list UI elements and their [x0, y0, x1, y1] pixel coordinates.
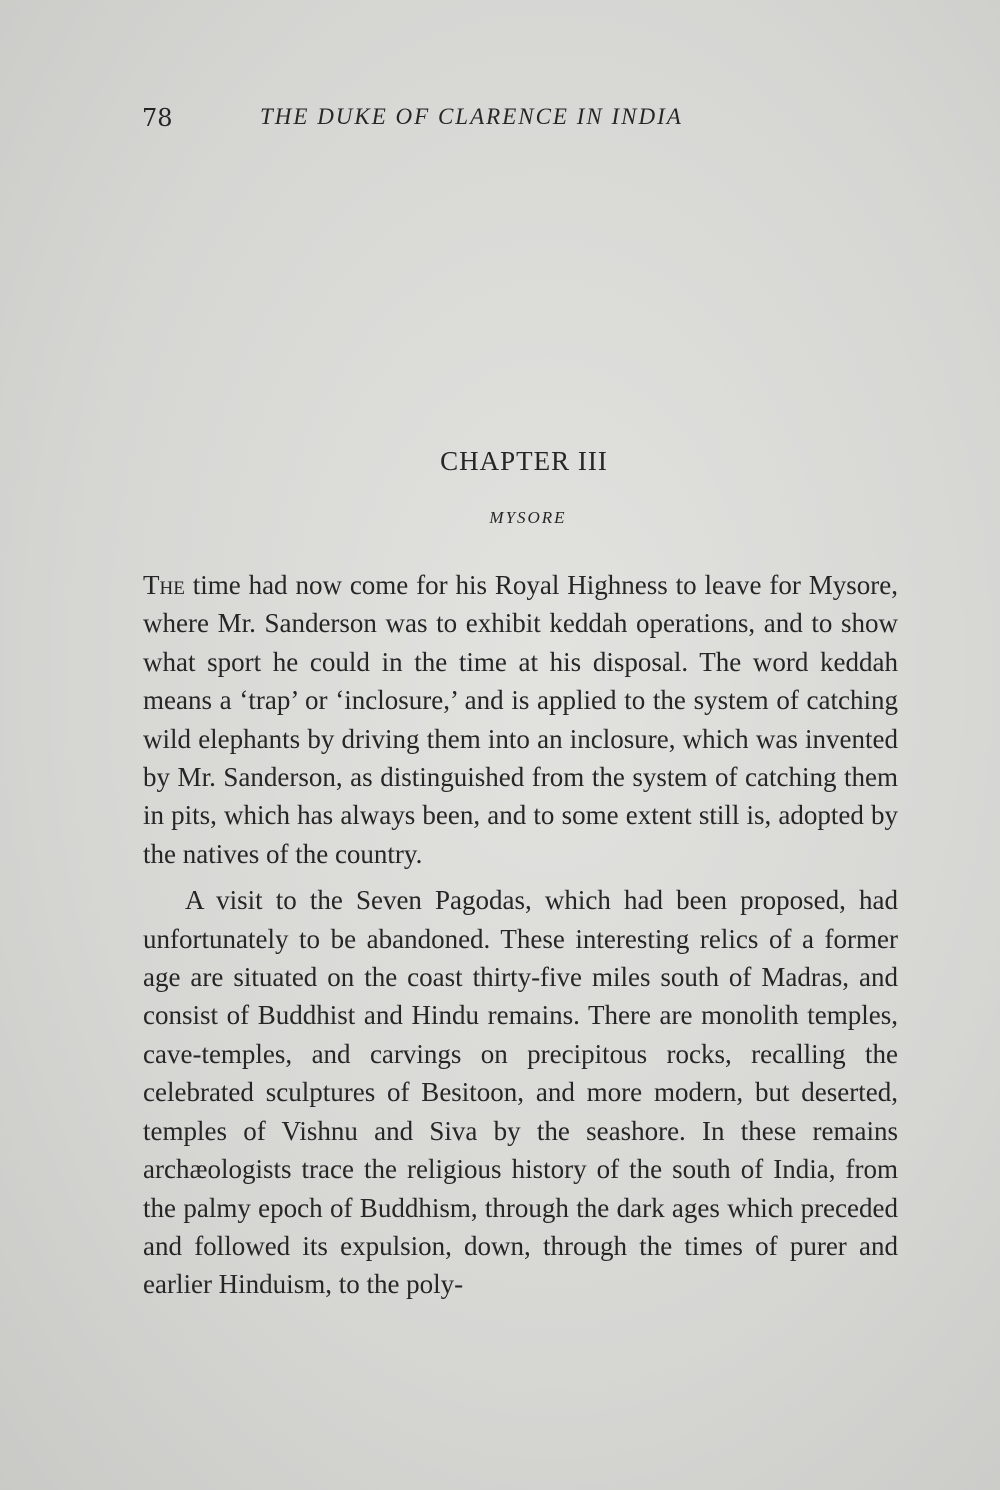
paragraph-1 [143, 566, 898, 873]
running-title: THE DUKE OF CLARENCE IN INDIA [260, 104, 683, 129]
page-number: 78 [142, 104, 173, 132]
chapter-title: CHAPTER III [440, 446, 608, 476]
paragraph-lead-word: The [143, 570, 185, 600]
paragraph-1-text: time had now come for his Royal Highness to leave for Mysore, where Mr. Sanderson was to exhibit keddah operations, and to show what sport he could in the time at his disposal. The word keddah means a ‘trap’ or ‘inclosure,’ and is applied to the system of catching wild elephants by driving them into an inclosure, which was invented by Mr. Sanderson, as distinguished from the system of catching them in pits, which has always been, and to some extent still is, adopted by the natives of the country. [143, 570, 898, 869]
chapter-subtitle: MYSORE [489, 508, 567, 527]
running-head [142, 104, 902, 140]
paragraph-2: A visit to the Seven Pagodas, which had been proposed, had unfortunately to be abandoned. These interesting relics of a former age are situated on the coast thirty-five miles south of Madras, and consist of Buddhist and Hindu remains. There are monolith temples, cave-temples, and carvings on precipitous rocks, recalling the celebrated sculptures of Besitoon, and more modern, but deserted, temples of Vishnu and Siva by the seashore. In these remains archæologists trace the religious history of the south of India, from the palmy epoch of Buddhism, through the dark ages which preceded and followed its expulsion, down, through the times of purer and earlier Hinduism, to the poly- [143, 885, 898, 1300]
body-text [143, 566, 898, 1304]
